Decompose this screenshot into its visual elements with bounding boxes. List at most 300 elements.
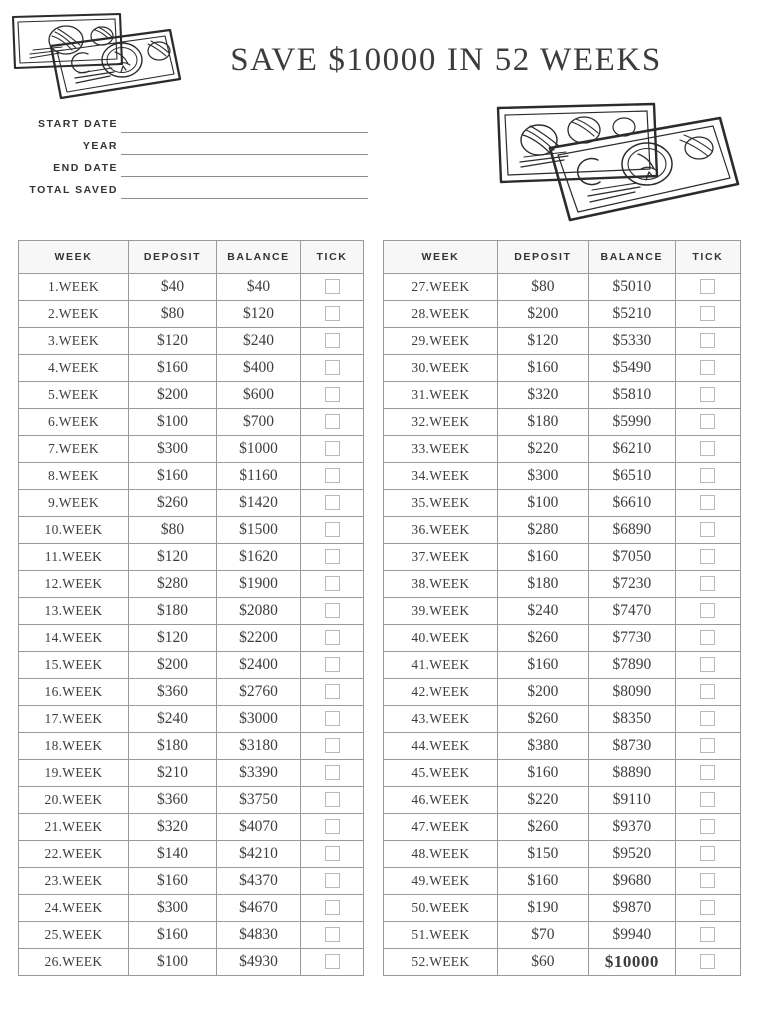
tick-checkbox[interactable] <box>700 441 715 456</box>
tick-cell[interactable] <box>675 841 740 868</box>
tick-cell[interactable] <box>675 733 740 760</box>
deposit-amount-cell: $220 <box>497 436 588 463</box>
deposit-amount-cell: $200 <box>129 382 217 409</box>
balance-amount-cell: $3390 <box>217 760 301 787</box>
tick-cell[interactable] <box>301 409 364 436</box>
table-row <box>384 382 741 409</box>
tick-cell[interactable] <box>675 490 740 517</box>
tick-cell[interactable] <box>675 598 740 625</box>
balance-amount-cell: $1900 <box>217 571 301 598</box>
tick-cell[interactable] <box>675 382 740 409</box>
balance-amount-cell: $1160 <box>217 463 301 490</box>
table-row <box>19 868 364 895</box>
week-label-cell: 41.WEEK <box>384 652 498 679</box>
table-row <box>384 301 741 328</box>
balance-amount-cell: $4670 <box>217 895 301 922</box>
table-row <box>384 409 741 436</box>
tick-checkbox[interactable] <box>700 873 715 888</box>
deposit-amount-cell: $120 <box>497 328 588 355</box>
deposit-amount-cell: $100 <box>497 490 588 517</box>
deposit-amount-cell: $120 <box>129 328 217 355</box>
tick-checkbox[interactable] <box>700 468 715 483</box>
deposit-amount-cell: $300 <box>129 895 217 922</box>
year-field[interactable] <box>121 139 368 155</box>
table-row <box>384 355 741 382</box>
tick-cell[interactable] <box>301 571 364 598</box>
deposit-amount-cell: $320 <box>497 382 588 409</box>
money-banknotes-icon <box>2 6 188 106</box>
deposit-amount-cell: $80 <box>129 301 217 328</box>
deposit-amount-cell: $240 <box>129 706 217 733</box>
week-label-cell: 8.WEEK <box>19 463 129 490</box>
table-row <box>19 733 364 760</box>
week-label-cell: 30.WEEK <box>384 355 498 382</box>
tick-cell[interactable] <box>301 868 364 895</box>
balance-amount-cell: $9870 <box>588 895 675 922</box>
tick-cell[interactable] <box>675 301 740 328</box>
table-row <box>19 679 364 706</box>
week-label-cell: 16.WEEK <box>19 679 129 706</box>
week-label-cell: 12.WEEK <box>19 571 129 598</box>
deposit-amount-cell: $180 <box>497 409 588 436</box>
tick-checkbox[interactable] <box>700 792 715 807</box>
tick-checkbox[interactable] <box>700 846 715 861</box>
deposit-amount-cell: $180 <box>497 571 588 598</box>
tick-checkbox[interactable] <box>700 630 715 645</box>
table-row <box>19 787 364 814</box>
deposit-amount-cell: $260 <box>497 625 588 652</box>
tick-cell[interactable] <box>301 301 364 328</box>
tick-checkbox[interactable] <box>325 414 340 429</box>
week-label-cell: 19.WEEK <box>19 760 129 787</box>
tick-checkbox[interactable] <box>700 603 715 618</box>
tick-checkbox[interactable] <box>325 333 340 348</box>
column-header-deposit: DEPOSIT <box>129 241 217 274</box>
tick-checkbox[interactable] <box>325 468 340 483</box>
column-header-week: WEEK <box>384 241 498 274</box>
deposit-amount-cell: $260 <box>497 814 588 841</box>
tick-checkbox[interactable] <box>700 495 715 510</box>
table-row <box>19 328 364 355</box>
balance-amount-cell: $7050 <box>588 544 675 571</box>
balance-amount-cell: $9110 <box>588 787 675 814</box>
balance-amount-cell: $7470 <box>588 598 675 625</box>
tick-cell[interactable] <box>675 517 740 544</box>
column-header-week: WEEK <box>19 241 129 274</box>
week-label-cell: 46.WEEK <box>384 787 498 814</box>
balance-amount-cell: $1620 <box>217 544 301 571</box>
tick-cell[interactable] <box>301 463 364 490</box>
deposit-amount-cell: $220 <box>497 787 588 814</box>
tick-checkbox[interactable] <box>325 738 340 753</box>
week-label-cell: 50.WEEK <box>384 895 498 922</box>
tick-checkbox[interactable] <box>700 684 715 699</box>
week-label-cell: 49.WEEK <box>384 868 498 895</box>
week-label-cell: 31.WEEK <box>384 382 498 409</box>
week-label-cell: 2.WEEK <box>19 301 129 328</box>
balance-amount-cell: $3180 <box>217 733 301 760</box>
tick-cell[interactable] <box>301 760 364 787</box>
tick-cell[interactable] <box>301 544 364 571</box>
tick-checkbox[interactable] <box>325 549 340 564</box>
tick-checkbox[interactable] <box>700 279 715 294</box>
table-row <box>19 598 364 625</box>
deposit-amount-cell: $80 <box>129 517 217 544</box>
table-row <box>19 301 364 328</box>
balance-amount-cell: $7730 <box>588 625 675 652</box>
week-label-cell: 33.WEEK <box>384 436 498 463</box>
tick-checkbox[interactable] <box>325 819 340 834</box>
money-banknotes-icon <box>484 100 756 225</box>
tick-cell[interactable] <box>301 895 364 922</box>
table-row <box>19 652 364 679</box>
balance-amount-cell: $9680 <box>588 868 675 895</box>
tick-checkbox[interactable] <box>325 279 340 294</box>
table-row <box>384 814 741 841</box>
table-row <box>384 544 741 571</box>
tick-cell[interactable] <box>675 949 740 976</box>
deposit-amount-cell: $150 <box>497 841 588 868</box>
deposit-amount-cell: $160 <box>129 355 217 382</box>
deposit-amount-cell: $80 <box>497 274 588 301</box>
deposit-amount-cell: $180 <box>129 733 217 760</box>
week-label-cell: 48.WEEK <box>384 841 498 868</box>
balance-amount-cell: $4930 <box>217 949 301 976</box>
balance-amount-cell: $4070 <box>217 814 301 841</box>
tick-cell[interactable] <box>301 490 364 517</box>
total-saved-label: TOTAL SAVED <box>29 184 118 196</box>
deposit-amount-cell: $160 <box>497 652 588 679</box>
tick-cell[interactable] <box>301 922 364 949</box>
deposit-amount-cell: $320 <box>129 814 217 841</box>
table-row <box>384 571 741 598</box>
weeks-1-26-table-wrap <box>18 240 363 976</box>
tick-checkbox[interactable] <box>325 657 340 672</box>
tick-checkbox[interactable] <box>325 306 340 321</box>
balance-amount-cell: $4830 <box>217 922 301 949</box>
week-label-cell: 5.WEEK <box>19 382 129 409</box>
week-label-cell: 44.WEEK <box>384 733 498 760</box>
table-row <box>384 787 741 814</box>
deposit-amount-cell: $100 <box>129 409 217 436</box>
deposit-amount-cell: $70 <box>497 922 588 949</box>
tick-cell[interactable] <box>301 706 364 733</box>
table-row <box>19 274 364 301</box>
table-row <box>19 382 364 409</box>
tick-checkbox[interactable] <box>700 360 715 375</box>
tick-cell[interactable] <box>301 679 364 706</box>
table-row <box>19 814 364 841</box>
tick-cell[interactable] <box>675 787 740 814</box>
tick-cell[interactable] <box>301 841 364 868</box>
balance-amount-cell: $240 <box>217 328 301 355</box>
deposit-amount-cell: $140 <box>129 841 217 868</box>
balance-amount-cell: $9940 <box>588 922 675 949</box>
deposit-amount-cell: $240 <box>497 598 588 625</box>
balance-amount-cell: $8730 <box>588 733 675 760</box>
deposit-amount-cell: $190 <box>497 895 588 922</box>
table-row <box>384 517 741 544</box>
tick-cell[interactable] <box>675 436 740 463</box>
table-row <box>19 841 364 868</box>
tick-checkbox[interactable] <box>325 576 340 591</box>
tick-cell[interactable] <box>675 625 740 652</box>
deposit-amount-cell: $160 <box>497 760 588 787</box>
table-row <box>384 436 741 463</box>
tick-checkbox[interactable] <box>325 927 340 942</box>
tick-checkbox[interactable] <box>325 603 340 618</box>
week-label-cell: 32.WEEK <box>384 409 498 436</box>
week-label-cell: 40.WEEK <box>384 625 498 652</box>
tick-cell[interactable] <box>675 328 740 355</box>
tick-checkbox[interactable] <box>700 900 715 915</box>
tick-checkbox[interactable] <box>700 333 715 348</box>
balance-amount-cell: $8090 <box>588 679 675 706</box>
tick-cell[interactable] <box>675 814 740 841</box>
table-row <box>19 895 364 922</box>
tick-checkbox[interactable] <box>700 765 715 780</box>
week-label-cell: 21.WEEK <box>19 814 129 841</box>
tick-checkbox[interactable] <box>700 576 715 591</box>
week-label-cell: 26.WEEK <box>19 949 129 976</box>
table-row <box>19 949 364 976</box>
balance-amount-cell: $120 <box>217 301 301 328</box>
balance-amount-cell: $4210 <box>217 841 301 868</box>
tick-checkbox[interactable] <box>325 873 340 888</box>
tick-checkbox[interactable] <box>700 414 715 429</box>
end-date-label: END DATE <box>53 162 118 174</box>
column-header-tick: TICK <box>675 241 740 274</box>
week-label-cell: 7.WEEK <box>19 436 129 463</box>
balance-amount-cell: $5810 <box>588 382 675 409</box>
table-row <box>384 679 741 706</box>
table-row <box>19 922 364 949</box>
form-row-total-saved <box>18 178 368 199</box>
tick-cell[interactable] <box>675 409 740 436</box>
deposit-amount-cell: $280 <box>129 571 217 598</box>
balance-amount-cell: $9370 <box>588 814 675 841</box>
deposit-amount-cell: $160 <box>497 868 588 895</box>
tick-checkbox[interactable] <box>325 441 340 456</box>
tick-checkbox[interactable] <box>325 765 340 780</box>
table-row <box>384 733 741 760</box>
tick-checkbox[interactable] <box>700 657 715 672</box>
week-label-cell: 25.WEEK <box>19 922 129 949</box>
balance-amount-cell: $1420 <box>217 490 301 517</box>
form-row-end-date <box>18 156 368 177</box>
balance-amount-cell: $5010 <box>588 274 675 301</box>
tick-cell[interactable] <box>675 922 740 949</box>
tick-checkbox[interactable] <box>325 522 340 537</box>
weeks-27-52-table <box>383 240 741 976</box>
total-saved-field[interactable] <box>121 183 368 199</box>
tick-checkbox[interactable] <box>700 711 715 726</box>
tick-cell[interactable] <box>301 787 364 814</box>
tick-checkbox[interactable] <box>325 387 340 402</box>
tick-cell[interactable] <box>301 598 364 625</box>
tick-cell[interactable] <box>675 679 740 706</box>
start-date-label: START DATE <box>38 118 118 130</box>
balance-amount-cell: $6210 <box>588 436 675 463</box>
tick-cell[interactable] <box>675 571 740 598</box>
tick-cell[interactable] <box>675 274 740 301</box>
week-label-cell: 27.WEEK <box>384 274 498 301</box>
week-label-cell: 42.WEEK <box>384 679 498 706</box>
start-date-field[interactable] <box>121 117 368 133</box>
deposit-amount-cell: $120 <box>129 544 217 571</box>
deposit-amount-cell: $160 <box>129 868 217 895</box>
column-header-tick: TICK <box>301 241 364 274</box>
form-row-start-date <box>18 112 368 133</box>
tick-cell[interactable] <box>675 868 740 895</box>
week-label-cell: 22.WEEK <box>19 841 129 868</box>
deposit-amount-cell: $60 <box>497 949 588 976</box>
week-label-cell: 10.WEEK <box>19 517 129 544</box>
week-label-cell: 11.WEEK <box>19 544 129 571</box>
deposit-amount-cell: $300 <box>497 463 588 490</box>
deposit-amount-cell: $160 <box>497 544 588 571</box>
tick-cell[interactable] <box>675 895 740 922</box>
week-label-cell: 9.WEEK <box>19 490 129 517</box>
table-row <box>19 517 364 544</box>
table-row <box>19 544 364 571</box>
tick-cell[interactable] <box>675 652 740 679</box>
week-label-cell: 51.WEEK <box>384 922 498 949</box>
week-label-cell: 34.WEEK <box>384 463 498 490</box>
balance-amount-cell: $40 <box>217 274 301 301</box>
deposit-amount-cell: $100 <box>129 949 217 976</box>
tick-checkbox[interactable] <box>325 495 340 510</box>
week-label-cell: 52.WEEK <box>384 949 498 976</box>
weeks-1-26-table <box>18 240 364 976</box>
table-row <box>19 571 364 598</box>
week-label-cell: 17.WEEK <box>19 706 129 733</box>
tick-checkbox[interactable] <box>700 954 715 969</box>
tick-cell[interactable] <box>301 382 364 409</box>
balance-amount-cell: $600 <box>217 382 301 409</box>
table-row <box>384 706 741 733</box>
table-row <box>384 922 741 949</box>
tick-cell[interactable] <box>675 463 740 490</box>
balance-amount-cell: $5990 <box>588 409 675 436</box>
tick-checkbox[interactable] <box>700 387 715 402</box>
table-row <box>384 841 741 868</box>
week-label-cell: 47.WEEK <box>384 814 498 841</box>
tick-cell[interactable] <box>301 517 364 544</box>
form-row-year <box>18 134 368 155</box>
table-row <box>19 706 364 733</box>
deposit-amount-cell: $380 <box>497 733 588 760</box>
table-row <box>19 490 364 517</box>
week-label-cell: 43.WEEK <box>384 706 498 733</box>
tick-checkbox[interactable] <box>325 954 340 969</box>
tick-cell[interactable] <box>301 328 364 355</box>
table-row <box>384 895 741 922</box>
deposit-amount-cell: $40 <box>129 274 217 301</box>
week-label-cell: 29.WEEK <box>384 328 498 355</box>
weeks-1-26-body <box>19 274 364 976</box>
savings-info-form <box>18 112 368 200</box>
week-label-cell: 20.WEEK <box>19 787 129 814</box>
tick-cell[interactable] <box>301 733 364 760</box>
page-header <box>0 0 759 228</box>
week-label-cell: 45.WEEK <box>384 760 498 787</box>
table-row <box>384 490 741 517</box>
tick-checkbox[interactable] <box>325 711 340 726</box>
tick-cell[interactable] <box>301 274 364 301</box>
tick-checkbox[interactable] <box>700 738 715 753</box>
tick-cell[interactable] <box>675 544 740 571</box>
tick-cell[interactable] <box>675 760 740 787</box>
tick-checkbox[interactable] <box>325 846 340 861</box>
tick-cell[interactable] <box>301 814 364 841</box>
week-label-cell: 15.WEEK <box>19 652 129 679</box>
week-label-cell: 37.WEEK <box>384 544 498 571</box>
weeks-27-52-table-wrap <box>383 240 741 976</box>
balance-amount-cell: $700 <box>217 409 301 436</box>
tick-cell[interactable] <box>675 355 740 382</box>
tick-checkbox[interactable] <box>325 360 340 375</box>
deposit-amount-cell: $210 <box>129 760 217 787</box>
column-header-deposit: DEPOSIT <box>497 241 588 274</box>
balance-amount-cell: $6610 <box>588 490 675 517</box>
tick-cell[interactable] <box>675 706 740 733</box>
tick-checkbox[interactable] <box>700 549 715 564</box>
tick-checkbox[interactable] <box>700 306 715 321</box>
tick-checkbox[interactable] <box>325 630 340 645</box>
deposit-amount-cell: $280 <box>497 517 588 544</box>
tick-cell[interactable] <box>301 355 364 382</box>
balance-amount-cell: $1000 <box>217 436 301 463</box>
balance-amount-cell: $8350 <box>588 706 675 733</box>
week-label-cell: 36.WEEK <box>384 517 498 544</box>
tick-checkbox[interactable] <box>325 792 340 807</box>
end-date-field[interactable] <box>121 161 368 177</box>
balance-amount-cell: $6510 <box>588 463 675 490</box>
deposit-amount-cell: $300 <box>129 436 217 463</box>
table-row <box>384 625 741 652</box>
tick-checkbox[interactable] <box>325 684 340 699</box>
deposit-amount-cell: $260 <box>497 706 588 733</box>
tick-checkbox[interactable] <box>700 819 715 834</box>
week-label-cell: 3.WEEK <box>19 328 129 355</box>
table-row <box>384 949 741 976</box>
tick-checkbox[interactable] <box>700 927 715 942</box>
column-header-balance: BALANCE <box>588 241 675 274</box>
week-label-cell: 35.WEEK <box>384 490 498 517</box>
page-title: SAVE $10000 IN 52 WEEKS <box>230 42 662 78</box>
tick-checkbox[interactable] <box>700 522 715 537</box>
tick-cell[interactable] <box>301 652 364 679</box>
tick-cell[interactable] <box>301 625 364 652</box>
balance-amount-cell: $8890 <box>588 760 675 787</box>
deposit-amount-cell: $120 <box>129 625 217 652</box>
week-label-cell: 39.WEEK <box>384 598 498 625</box>
balance-amount-cell: $2760 <box>217 679 301 706</box>
table-row <box>384 598 741 625</box>
week-label-cell: 18.WEEK <box>19 733 129 760</box>
balance-amount-cell: $4370 <box>217 868 301 895</box>
deposit-amount-cell: $160 <box>129 463 217 490</box>
balance-amount-cell: $1500 <box>217 517 301 544</box>
week-label-cell: 13.WEEK <box>19 598 129 625</box>
balance-amount-cell: $9520 <box>588 841 675 868</box>
tick-cell[interactable] <box>301 949 364 976</box>
week-label-cell: 28.WEEK <box>384 301 498 328</box>
tick-checkbox[interactable] <box>325 900 340 915</box>
deposit-amount-cell: $360 <box>129 787 217 814</box>
tick-cell[interactable] <box>301 436 364 463</box>
